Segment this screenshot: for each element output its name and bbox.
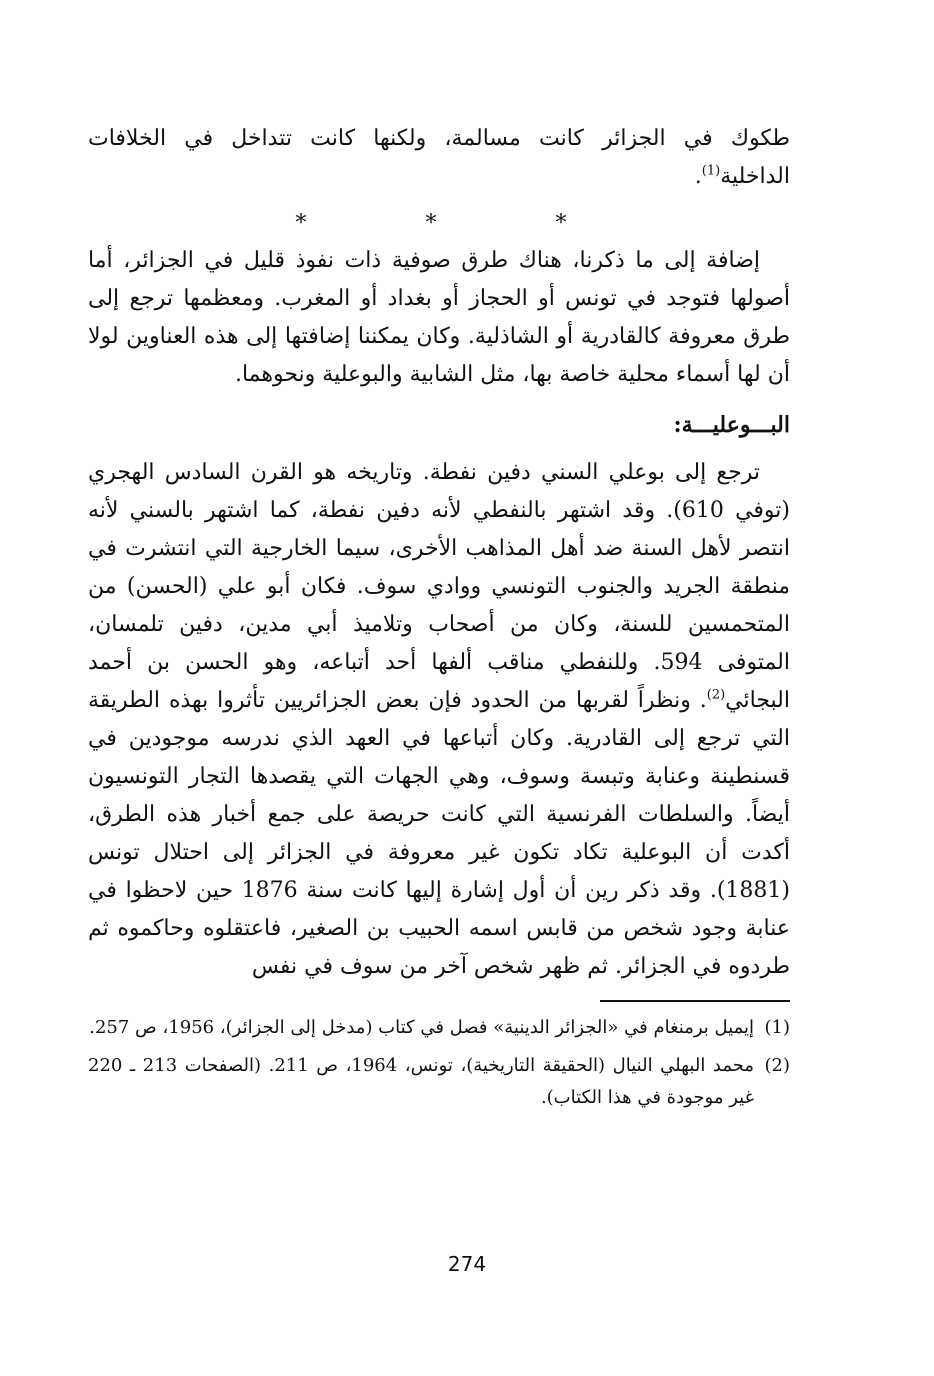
footnote-number: (1) — [764, 1017, 790, 1038]
page-number: 274 — [447, 1252, 487, 1276]
footnote-divider — [600, 1000, 790, 1002]
footnote-ref-2: (2) — [706, 687, 726, 703]
intro-end: . — [694, 164, 702, 189]
footnote-number: (2) — [764, 1055, 790, 1076]
paragraph-2: إضافة إلى ما ذكرنا، هناك طرق صوفية ذات نفوذ قليل في الجزائر، أما أصولها فتوجد في تونس أو الحجاز أو بغداد أو المغرب. ومعظمها ترجع إلى طرق معروفة كالقادرية أو الشاذلية. وكان يمكننا إضافتها إلى هذه العناوين لولا أن لها أسماء محلية خاصة بها، مثل الشابية والبوعلية ونحوهما. — [88, 248, 790, 387]
section-separator: * * * — [295, 211, 623, 236]
footnote-2 — [88, 1050, 790, 1114]
footnote-ref-1: (1) — [701, 163, 721, 179]
paragraph-3-part-b: . ونظراً لقربها من الحدود فإن بعض الجزائريين تأثروا بهذه الطريقة التي ترجع إلى القادرية. وكان أتباعها في العهد الذي ندرسه موجودين في قسنطينة وعنابة وتبسة وسوف، وهي الجهات التي يقصدها التجار التونسيون أيضاً. والسلطات الفرنسية التي كانت حريصة على جمع أخبار هذه الطرق، أكدت أن البوعلية تكاد تكون غير معروفة في الجزائر إلى احتلال تونس (1881). وقد ذكر رين أن أول إشارة إليها كانت سنة 1876 حين لاحظوا في عنابة وجود شخص من قابس اسمه الحبيب بن الصغير، فاعتقلوه وحاكموه ثم طردوه في الجزائر. ثم ظهر شخص آخر من سوف في نفس — [88, 688, 790, 979]
footnote-text: محمد البهلي النيال (الحقيقة التاريخية)، تونس، 1964، ص 211. (الصفحات 213 ـ 220 غير موجودة في هذا الكتاب). — [88, 1055, 755, 1108]
footnote-text: إيميل برمنغام في «الجزائر الدينية» فصل في كتاب (مدخل إلى الجزائر)، 1956، ص 257. — [89, 1017, 754, 1038]
intro-paragraph — [88, 120, 790, 196]
intro-text: طكوك في الجزائر كانت مسالمة، ولكنها كانت تتداخل في الخلافات الداخلية — [88, 126, 790, 189]
paragraph-3-part-a: ترجع إلى بوعلي السني دفين نفطة. وتاريخه هو القرن السادس الهجري (توفي 610). وقد اشتهر بالنفطي لأنه دفين نفطة، كما اشتهر بالسني لأنه انتصر لأهل السنة ضد أهل المذاهب الأخرى، سيما الخارجية التي انتشرت في منطقة الجريد والجنوب التونسي ووادي سوف. فكان أبو علي (الحسن) من المتحمسين للسنة، وكان من أصحاب وتلاميذ أبي مدين، دفين تلمسان، المتوفى 594. وللنفطي مناقب ألفها أحد أتباعه، وهو الحسن بن أحمد البجائي — [88, 460, 790, 713]
page-body — [88, 120, 790, 1120]
section-heading: البـــوعليـــة: — [673, 412, 790, 438]
footnote-1 — [88, 1012, 790, 1044]
paragraph-3 — [88, 454, 790, 986]
footnotes — [88, 1012, 790, 1114]
